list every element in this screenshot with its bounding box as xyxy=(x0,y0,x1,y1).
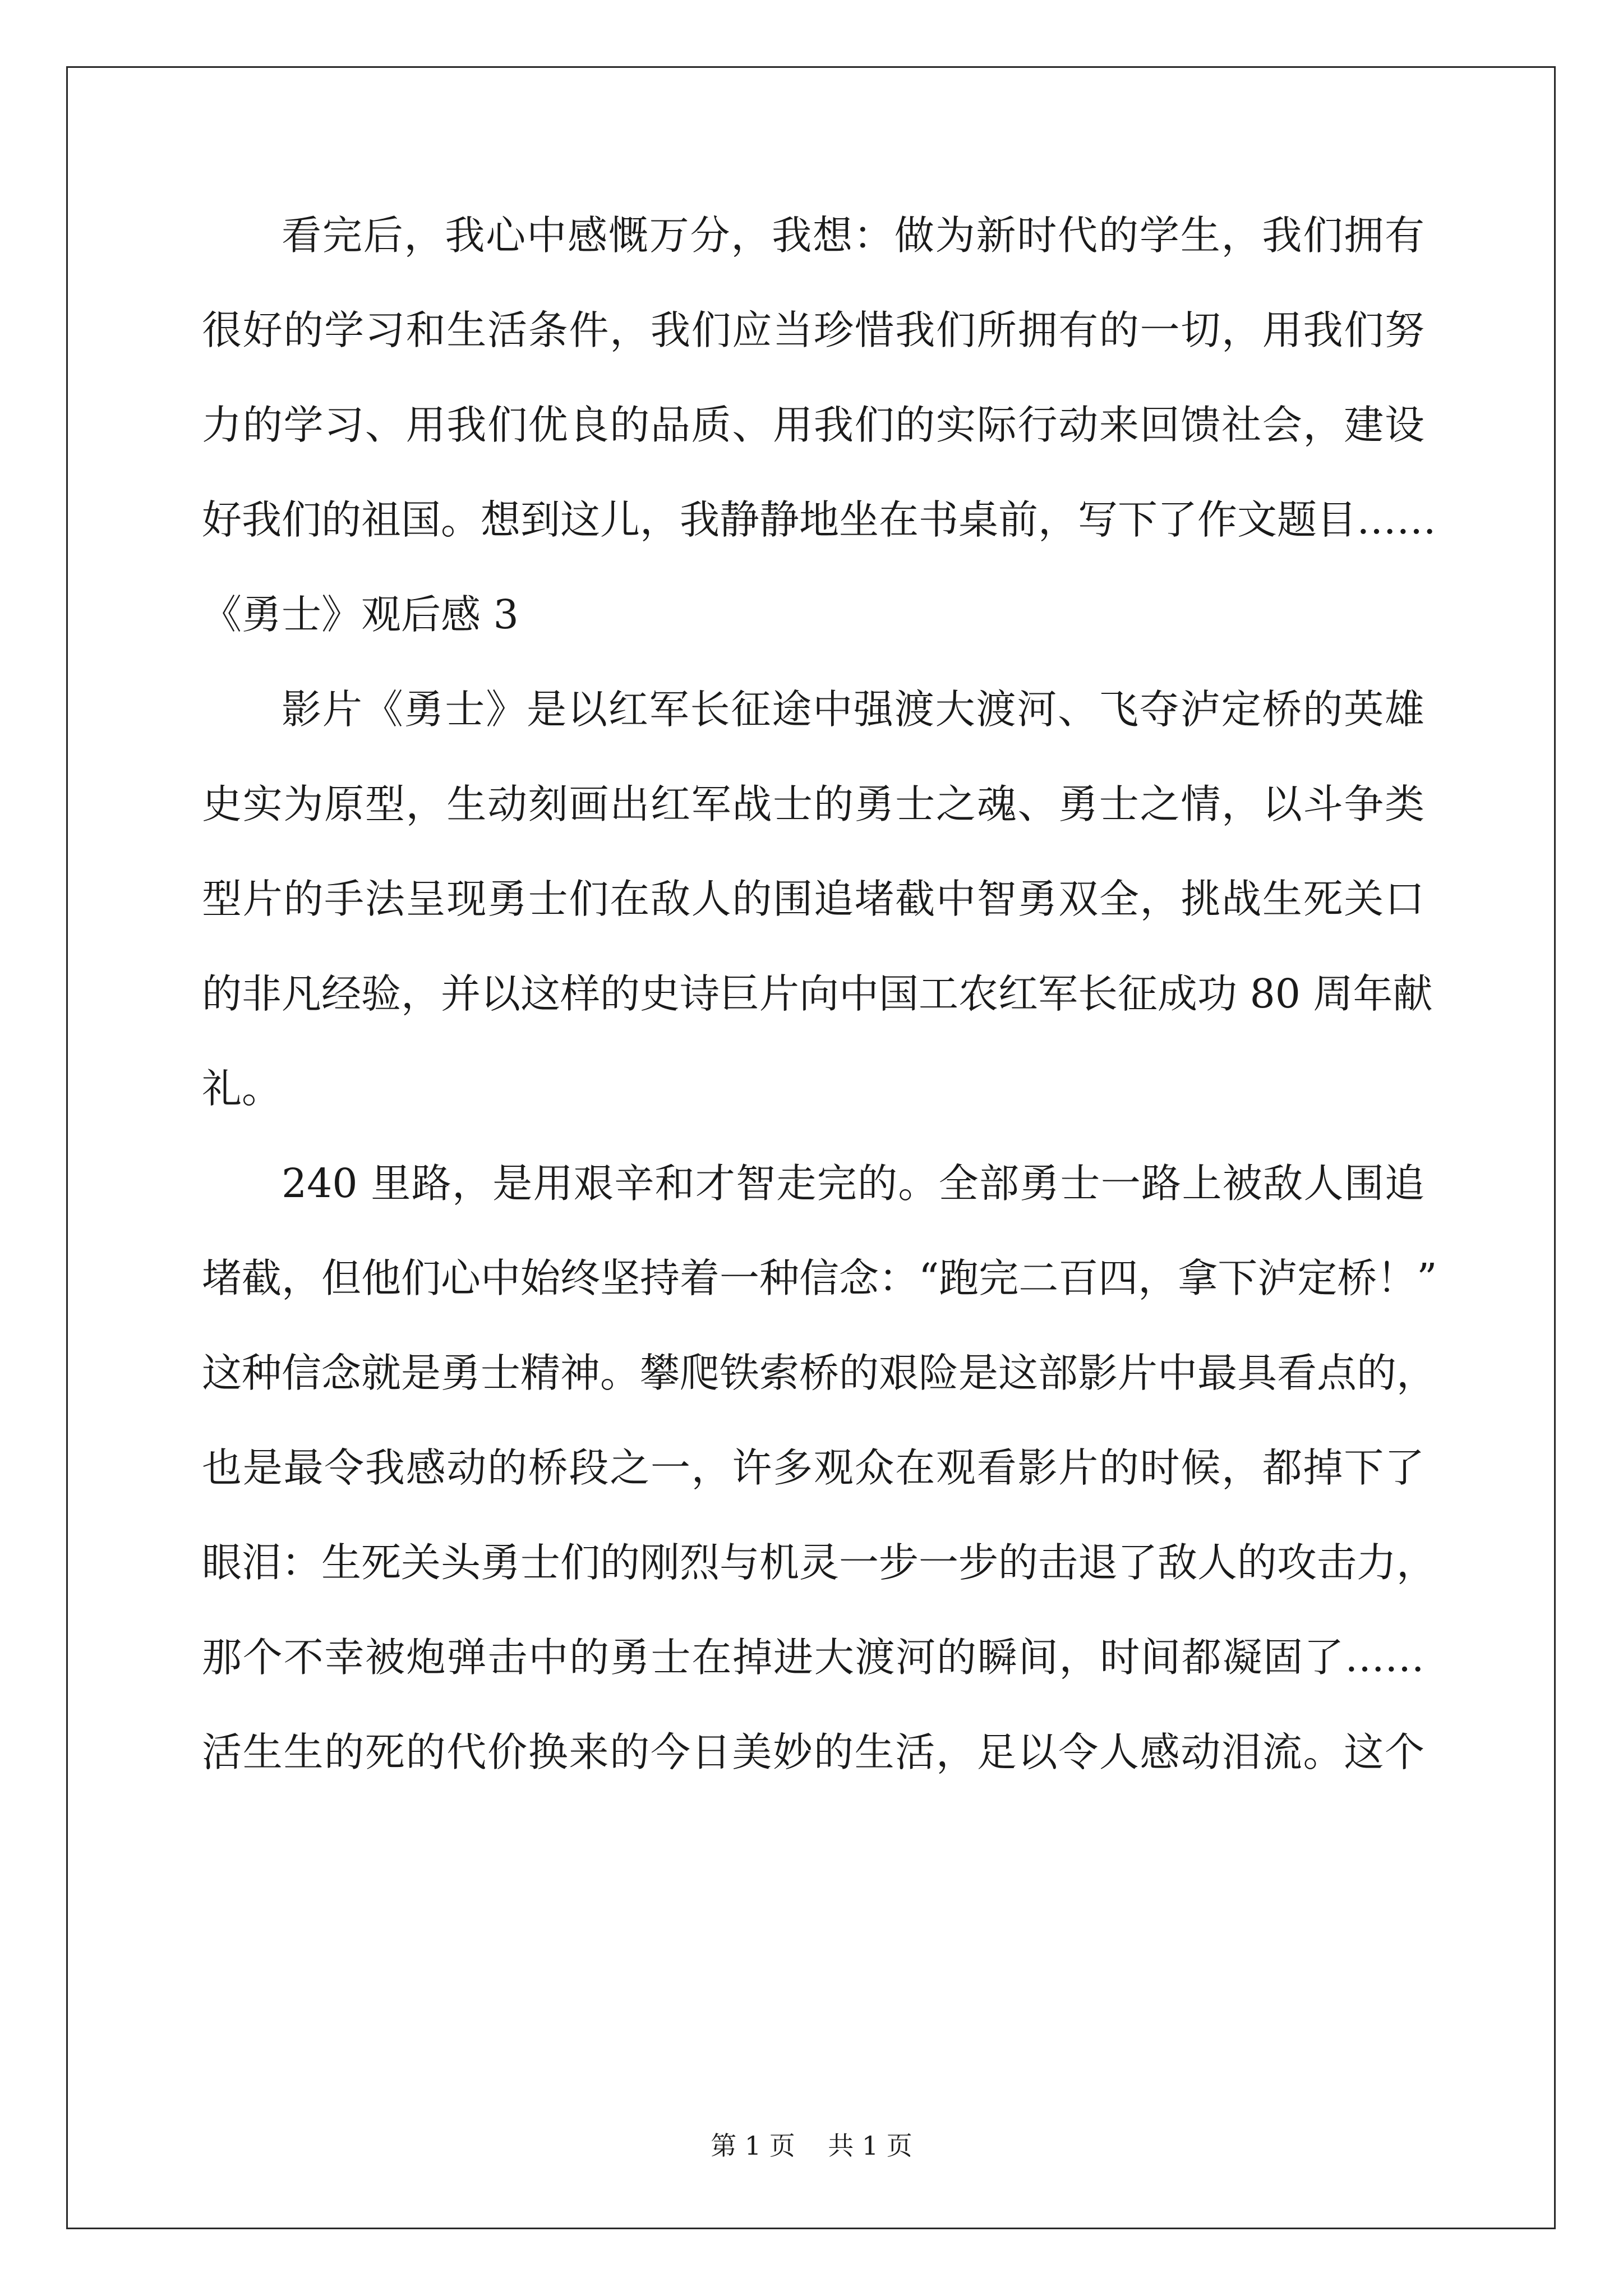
paragraph-line: 礼。 xyxy=(202,1065,282,1112)
paragraph-line: 影片《勇士》是以红军长征途中强渡大渡河、飞夺泸定桥的英雄 xyxy=(282,686,1424,733)
paragraph-line: 很好的学习和生活条件，我们应当珍惜我们所拥有的一切，用我们努 xyxy=(202,307,1424,353)
paragraph-line: 堵截，但他们心中始终坚持着一种信念：“跑完二百四，拿下泸定桥！” xyxy=(202,1255,1437,1301)
section-heading: 《勇士》观后感 3 xyxy=(202,591,519,638)
paragraph-line: 这种信念就是勇士精神。攀爬铁索桥的艰险是这部影片中最具看点的， xyxy=(202,1350,1437,1396)
page-border xyxy=(66,66,1556,2229)
paragraph-line: 的非凡经验，并以这样的史诗巨片向中国工农红军长征成功 80 周年献 xyxy=(202,970,1433,1017)
paragraph-line: 也是最令我感动的桥段之一，许多观众在观看影片的时候，都掉下了 xyxy=(202,1444,1424,1491)
paragraph-line: 史实为原型，生动刻画出红军战士的勇士之魂、勇士之情，以斗争类 xyxy=(202,781,1424,827)
paragraph-line: 活生生的死的代价换来的今日美妙的生活，足以令人感动泪流。这个 xyxy=(202,1729,1424,1775)
paragraph-line: 好我们的祖国。想到这儿，我静静地坐在书桌前，写下了作文题目…… xyxy=(202,496,1437,543)
paragraph-line: 看完后，我心中感慨万分，我想：做为新时代的学生，我们拥有 xyxy=(282,212,1424,259)
paragraph-line: 240 里路，是用艰辛和才智走完的。全部勇士一路上被敌人围追 xyxy=(282,1160,1424,1207)
paragraph-line: 型片的手法呈现勇士们在敌人的围追堵截中智勇双全，挑战生死关口 xyxy=(202,876,1424,922)
page-number-footer: 第 1 页 共 1 页 xyxy=(711,2131,912,2161)
paragraph-line: 力的学习、用我们优良的品质、用我们的实际行动来回馈社会，建设 xyxy=(202,402,1424,448)
paragraph-line: 眼泪：生死关头勇士们的刚烈与机灵一步一步的击退了敌人的攻击力， xyxy=(202,1539,1437,1586)
paragraph-line: 那个不幸被炮弹击中的勇士在掉进大渡河的瞬间，时间都凝固了…… xyxy=(202,1634,1424,1681)
